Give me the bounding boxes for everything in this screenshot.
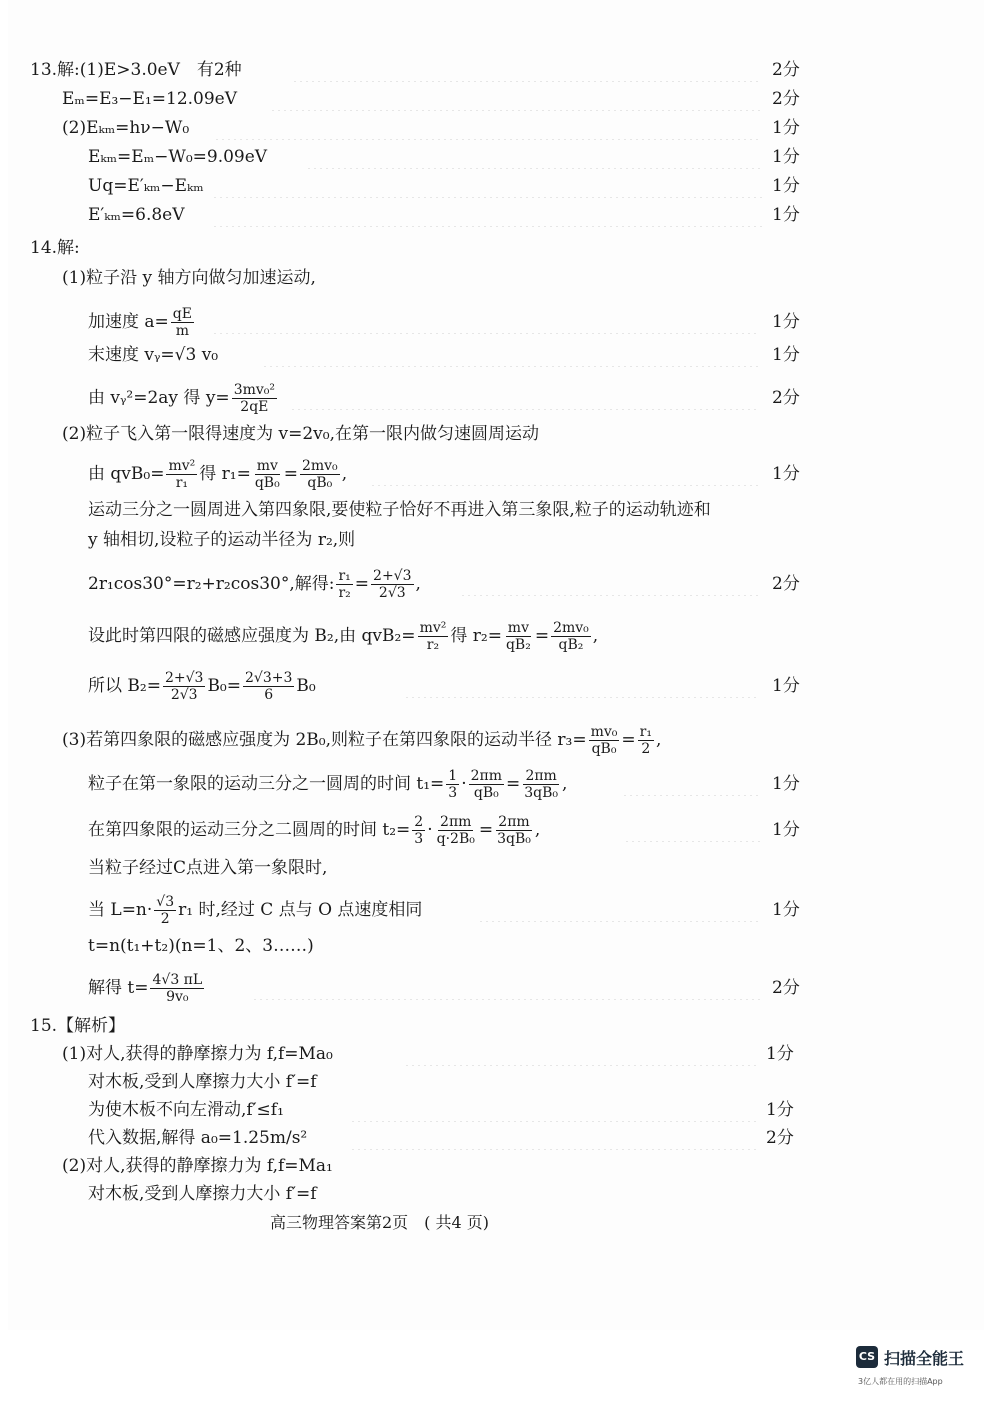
r1-d3: qB₀ xyxy=(307,474,333,491)
leader-dots xyxy=(460,572,760,596)
b2-a: 设此时第四限的磁感应强度为 B₂,由 qvB₂= xyxy=(88,626,416,646)
leader-dots xyxy=(252,976,760,1000)
p3-expr xyxy=(62,722,661,758)
camscanner-logo-icon: CS xyxy=(856,1346,878,1368)
score: 2分 xyxy=(772,574,800,594)
r1-n1: mv² xyxy=(168,457,196,474)
leader-dots xyxy=(306,145,762,169)
tt1-expr xyxy=(88,766,567,802)
q14-acceleration xyxy=(0,304,992,340)
eq-n1: r₁ xyxy=(338,567,351,584)
so-frac-2 xyxy=(243,670,294,703)
q14-L xyxy=(0,892,992,928)
r1-frac-1 xyxy=(166,458,197,491)
tt1-n3: 2πm xyxy=(525,767,557,784)
score: 2分 xyxy=(772,388,800,408)
b2-b: 得 r₂= xyxy=(450,626,502,646)
q14-y xyxy=(0,380,992,416)
q15-text-2: 对木板,受到人摩擦力大小 f′=f xyxy=(88,1072,317,1092)
leader-dots xyxy=(212,310,760,334)
leader-dots xyxy=(370,462,760,486)
tt1-d3: 3qB₀ xyxy=(524,784,559,801)
b2-c: = xyxy=(534,626,550,646)
b2-d3: qB₂ xyxy=(558,636,584,653)
p3-frac-2 xyxy=(638,724,654,757)
tt2-e: , xyxy=(534,820,541,840)
eq-frac-2 xyxy=(371,568,413,601)
tt1-frac-2 xyxy=(469,768,504,801)
p3-a: (3)若第四象限的磁感应强度为 2B₀,则粒子在第四象限的运动半径 r₃= xyxy=(62,730,587,750)
eq-n2: 2+√3 xyxy=(373,567,412,584)
so-n1: 2+√3 xyxy=(164,669,204,686)
score: 1分 xyxy=(766,1100,794,1120)
score: 2分 xyxy=(772,978,800,998)
r1-n3: 2mv₀ xyxy=(301,457,338,474)
eq-d2: 2√3 xyxy=(378,584,406,601)
t-line-text: t=n(t₁+t₂)(n=1、2、3……) xyxy=(88,936,314,956)
camscanner-name: 扫描全能王 xyxy=(884,1349,965,1368)
tt2-d1: 3 xyxy=(414,830,424,847)
score: 1分 xyxy=(772,676,800,696)
acc-den: m xyxy=(175,322,190,339)
tt1-e: , xyxy=(562,774,568,794)
score: 1分 xyxy=(766,1044,794,1064)
r1-a: 由 qvB₀= xyxy=(88,464,165,484)
score: 1分 xyxy=(772,118,800,138)
q14-heading-text: 14.解: xyxy=(30,238,80,258)
leader-dots xyxy=(290,386,760,410)
b2-d1: r₂ xyxy=(426,636,440,653)
score: 1分 xyxy=(772,205,800,225)
leader-dots xyxy=(622,772,760,796)
tt2-n2: 2πm xyxy=(440,813,472,830)
so-n2: 2√3+3 xyxy=(245,669,293,686)
tt1-frac-3 xyxy=(522,768,560,801)
q13-text-3: (2)Eₖₘ=hν−W₀ xyxy=(62,118,190,138)
L-n: √3 xyxy=(156,893,175,910)
q14-t1: 运动三分之一圆周进入第四象限,要使粒子恰好不再进入第三象限,粒子的运动轨迹和 xyxy=(88,500,711,520)
leader-dots xyxy=(212,203,762,227)
b2-n1: mv² xyxy=(419,619,447,636)
q15-heading-text: 15.【解析】 xyxy=(30,1016,126,1036)
q15-text-3: 为使木板不向左滑动,f′≤f₁ xyxy=(88,1100,284,1120)
q14-part2-text: (2)粒子飞入第一限得速度为 v=2v₀,在第一限内做匀速圆周运动 xyxy=(62,424,539,444)
q14-so xyxy=(0,668,992,704)
acc-prefix: 加速度 a= xyxy=(88,312,169,332)
c-line-text: 当粒子经过C点进入第一象限时, xyxy=(88,858,328,878)
tt1-d2: qB₀ xyxy=(473,784,499,801)
r1-frac-3 xyxy=(300,458,340,491)
camscanner-tagline: 3亿人都在用的扫描App xyxy=(858,1377,943,1386)
y-den: 2qE xyxy=(240,398,269,415)
L-a: 当 L=n· xyxy=(88,900,153,920)
q15-text-1: (1)对人,获得的静摩擦力为 f,f=Ma₀ xyxy=(62,1044,333,1064)
sol-a: 解得 t= xyxy=(88,978,149,998)
sol-expr xyxy=(88,970,206,1006)
score: 1分 xyxy=(772,820,800,840)
leader-dots xyxy=(350,1126,756,1150)
score: 2分 xyxy=(772,60,800,80)
vel-text: 末速度 vᵧ=√3 v₀ xyxy=(88,345,219,365)
tt2-frac-2 xyxy=(435,814,477,847)
tt1-c: = xyxy=(506,774,521,794)
score: 1分 xyxy=(772,900,800,920)
r1-frac-2 xyxy=(253,458,282,491)
r1-e: , xyxy=(341,464,348,484)
eq-c: , xyxy=(415,574,421,594)
sol-n: 4√3 πL xyxy=(152,971,203,988)
tt1-n1: 1 xyxy=(448,767,458,784)
so-c: B₀ xyxy=(296,676,316,696)
p3-n2: r₁ xyxy=(639,723,652,740)
q13-text-1: 13.解:(1)E>3.0eV 有2种 xyxy=(30,60,242,80)
eq-frac-1 xyxy=(336,568,352,601)
tt2-n1: 2 xyxy=(414,813,424,830)
b2-n3: 2mv₀ xyxy=(553,619,589,636)
q15-text-4: 代入数据,解得 a₀=1.25m/s² xyxy=(88,1128,308,1148)
leader-dots xyxy=(292,58,762,82)
p3-b: = xyxy=(621,730,636,750)
eq-d1: r₂ xyxy=(338,584,351,601)
r1-d2: qB₀ xyxy=(254,474,280,491)
leader-dots xyxy=(624,818,760,842)
tt2-a: 在第四象限的运动三分之二圆周的时间 t₂= xyxy=(88,820,411,840)
so-d2: 6 xyxy=(264,686,274,703)
sol-d: 9v₀ xyxy=(166,988,189,1005)
b2-expr xyxy=(88,618,598,654)
tt2-d3: 3qB₀ xyxy=(497,830,531,847)
L-b: r₁ 时,经过 C 点与 O 点速度相同 xyxy=(178,900,423,920)
score: 1分 xyxy=(772,774,800,794)
eq-b: = xyxy=(354,574,370,594)
tt2-d2: q·2B₀ xyxy=(436,830,475,847)
y-num: 3mv₀² xyxy=(233,381,276,398)
q14-t2-line xyxy=(0,812,992,848)
p3-d1: qB₀ xyxy=(591,740,617,757)
b2-frac-3 xyxy=(551,620,591,653)
q14-part1-text: (1)粒子沿 y 轴方向做匀加速运动, xyxy=(62,268,316,288)
r1-expr xyxy=(88,456,347,492)
score: 1分 xyxy=(772,147,800,167)
q13-text-6: E′ₖₘ=6.8eV xyxy=(88,205,185,225)
q14-t2: y 轴相切,设粒子的运动半径为 r₂,则 xyxy=(88,530,356,550)
score: 2分 xyxy=(772,89,800,109)
q15-text-5: (2)对人,获得的静摩擦力为 f,f=Ma₁ xyxy=(62,1156,333,1176)
leader-dots xyxy=(404,674,760,698)
r1-n2: mv xyxy=(256,457,278,474)
so-d1: 2√3 xyxy=(170,686,198,703)
leader-dots xyxy=(270,87,762,111)
q14-b2 xyxy=(0,618,992,654)
y-prefix: 由 vᵧ²=2ay 得 y= xyxy=(88,388,230,408)
tt1-a: 粒子在第一象限的运动三分之一圆周的时间 t₁= xyxy=(88,774,445,794)
y-expr xyxy=(88,380,279,416)
q13-text-2: Eₘ=E₃−E₁=12.09eV xyxy=(62,89,238,109)
acc-num: qE xyxy=(172,305,192,322)
so-a: 所以 B₂= xyxy=(88,676,161,696)
L-expr xyxy=(88,892,422,928)
tt2-expr xyxy=(88,812,540,848)
r1-b: 得 r₁= xyxy=(199,464,251,484)
p3-c: , xyxy=(655,730,662,750)
tt1-n2: 2πm xyxy=(470,767,503,784)
so-frac-1 xyxy=(163,670,205,703)
b2-e: , xyxy=(592,626,599,646)
leader-dots xyxy=(404,1042,756,1066)
q15-text-6: 对木板,受到人摩擦力大小 f′=f xyxy=(88,1184,317,1204)
y-fraction xyxy=(232,382,277,415)
eq-expr xyxy=(88,566,421,602)
L-d: 2 xyxy=(160,910,170,927)
sol-frac xyxy=(150,972,204,1005)
so-b: B₀= xyxy=(207,676,241,696)
p3-frac-1 xyxy=(589,724,620,757)
q14-solution xyxy=(0,970,992,1006)
page-footer: 高三物理答案第2页 ( 共4 页) xyxy=(270,1213,490,1232)
score: 1分 xyxy=(772,176,800,196)
b2-frac-1 xyxy=(418,620,449,653)
q13-text-5: Uq=E′ₖₘ−Eₖₘ xyxy=(88,176,204,196)
tt2-frac-1 xyxy=(412,814,425,847)
q14-part3 xyxy=(0,722,992,758)
b2-frac-2 xyxy=(504,620,533,653)
r1-c: = xyxy=(283,464,298,484)
q14-ratio xyxy=(0,566,992,602)
leader-dots xyxy=(478,898,760,922)
leader-dots xyxy=(262,343,760,367)
tt1-b: · xyxy=(461,774,467,794)
tt2-frac-3 xyxy=(495,814,533,847)
tt1-frac-1 xyxy=(446,768,459,801)
leader-dots xyxy=(350,1098,756,1122)
score: 1分 xyxy=(772,345,800,365)
acc-fraction xyxy=(171,306,194,339)
acc-expr xyxy=(88,304,196,340)
p3-d2: 2 xyxy=(641,740,651,757)
b2-d2: qB₂ xyxy=(505,636,531,653)
tt2-b: · xyxy=(427,820,433,840)
L-frac xyxy=(154,894,176,927)
q14-t1-line xyxy=(0,766,992,802)
q13-text-4: Eₖₘ=Eₘ−W₀=9.09eV xyxy=(88,147,268,167)
score: 1分 xyxy=(772,464,800,484)
tt2-c: = xyxy=(478,820,494,840)
eq-a: 2r₁cos30°=r₂+r₂cos30°,解得: xyxy=(88,574,335,594)
p3-n1: mv₀ xyxy=(590,723,618,740)
so-expr xyxy=(88,668,316,704)
leader-dots xyxy=(212,174,762,198)
leader-dots xyxy=(214,116,762,140)
score: 1分 xyxy=(772,312,800,332)
tt2-n3: 2πm xyxy=(498,813,530,830)
q14-r1 xyxy=(0,456,992,492)
b2-n2: mv xyxy=(507,619,529,636)
r1-d1: r₁ xyxy=(175,474,188,491)
score: 2分 xyxy=(766,1128,794,1148)
tt1-d1: 3 xyxy=(448,784,458,801)
